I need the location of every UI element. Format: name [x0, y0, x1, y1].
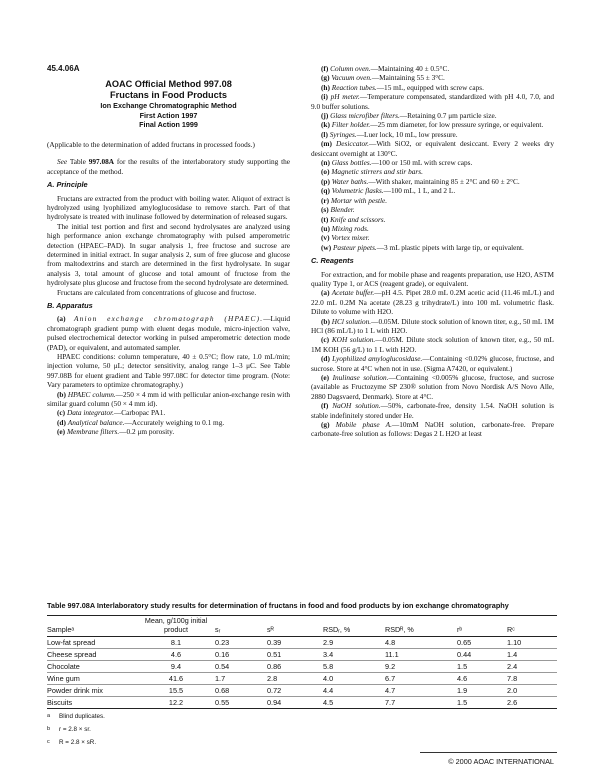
item-label: (i)	[321, 92, 328, 102]
apparatus-item-16	[311, 233, 554, 242]
footer-rule	[420, 752, 557, 753]
reagent-item-0	[311, 288, 554, 316]
table-cell: Biscuits	[47, 697, 137, 709]
item-label: (d)	[57, 417, 66, 427]
item-name: Membrane filters.	[66, 427, 120, 437]
table-cell: 0.55	[215, 697, 267, 709]
table-cell: 2.8	[267, 673, 323, 685]
table-row	[47, 697, 557, 709]
left-column	[47, 64, 290, 437]
apparatus-item-12	[311, 196, 554, 205]
reagent-item-2	[311, 335, 554, 354]
table-ref-link[interactable]: 997.08A	[88, 157, 115, 167]
item-name: HCl solution.	[331, 316, 372, 326]
item-label: (f)	[321, 64, 329, 73]
item-name: Glass microfiber filters.	[330, 111, 400, 121]
table-cell: Low-fat spread	[47, 637, 137, 649]
table-cell: 1.4	[507, 649, 557, 661]
principle-paragraph-2: The initial test portion and first and second hydrolysates are analyzed using high performance anion exchange chromatography with pulsed amperometric detection (HPAEC–PAD). In sugar analysis 1, free fructose and sucrose are determined in initial extract. In sugar analysis 2, sum of free glucose and glucose from maltodextrins and starch are determined in the first hydrolysate. In sugar analysis 3, total amount of glucose and total amount of fructose from the hydrolysate plus glucose and fructose from the second hydrolysate are determined.	[47, 221, 290, 288]
table-footnote	[47, 724, 557, 735]
method-subject: Fructans in Food Products	[110, 90, 227, 101]
reagent-item-5	[311, 401, 554, 420]
item-name: Mixing rods.	[331, 223, 369, 233]
item-text: —0.2 μm porosity.	[119, 427, 175, 437]
item-label: (u)	[321, 223, 330, 233]
table-cell: 0.44	[457, 649, 507, 661]
reagents-intro: For extraction, and for mobile phase and reagents preparation, use H2O, ASTM quality Type 1, or ACS (reagent grade), or equivalent.	[311, 269, 554, 288]
item-text: —Carbopac PA1.	[113, 408, 166, 418]
item-label: (n)	[321, 158, 330, 168]
reagents-heading: C. Reagents	[311, 256, 354, 266]
table-cell: 4.0	[323, 673, 385, 685]
table-footnotes	[47, 711, 557, 748]
item-label: (r)	[321, 195, 330, 205]
table-cell: 3.4	[323, 649, 385, 661]
table-cell: 0.68	[215, 685, 267, 697]
table-cell: 1.10	[507, 637, 557, 649]
item-name: Vortex mixer.	[331, 233, 370, 243]
item-text: —pH 4.5. Pipet 28.0 mL 0.2M acetic acid (11.46 mL/L) and 22.0 mL 0.2M Na acetate (28.23 g trihydrate/L) into 100 mL volumetric flask. Dilute to volume with H2O.	[311, 288, 554, 317]
table-cell: Chocolate	[47, 661, 137, 673]
table-cell: 4.7	[385, 685, 457, 697]
item-name: Vacuum oven.	[331, 73, 372, 83]
table-cell: 1.5	[457, 661, 507, 673]
table-header-row	[47, 616, 557, 637]
principle-paragraph-1: Fructans are extracted from the product with boiling water. Aliquot of extract is hydrolyzed using lyophilized amyloglucosidase to remove starch. Part of that hydrolysate is treated with inulinase followed by determination of released sugars.	[47, 193, 290, 222]
footnote-text: Blind duplicates.	[59, 713, 105, 720]
item-name: NaOH solution.	[332, 401, 381, 411]
item-text: —With SiO2, or equivalent desiccant. Every 2 weeks dry desiccant overnight at 130°C.	[311, 139, 554, 158]
item-label: (e)	[57, 427, 66, 437]
item-name: Acetate buffer.	[331, 288, 375, 298]
item-name: Mobile phase A.	[335, 420, 392, 430]
reagent-list	[311, 288, 554, 439]
table-cell: Powder drink mix	[47, 685, 137, 697]
item-label: (k)	[321, 120, 330, 130]
table-cell: 0.65	[457, 637, 507, 649]
item-label: (c)	[57, 408, 66, 418]
item-name: Water baths.	[331, 176, 369, 186]
table-cell: 2.0	[507, 685, 557, 697]
item-text: —50%, carbonate-free, density 1.54. NaOH solution is stable indefinitely stored under He.	[311, 401, 555, 420]
item-name: Blender.	[330, 205, 355, 215]
hpaec-conditions: HPAEC conditions: column temperature, 40 ± 0.5°C; flow rate, 1.0 mL/min; injection volume, 50 μL; detector sensitivity, analog range 1–3 μC. See Table 997.08B for eluent gradient and Table 997.08C for detector time program. (Note: Vary parameters to optimize chromatography.)	[47, 352, 290, 390]
item-text: —Luer lock, 10 mL, low pressure.	[356, 129, 458, 139]
table-cell: 0.72	[267, 685, 323, 697]
apparatus-item-17	[311, 243, 554, 252]
footnote-mark: b	[47, 726, 51, 732]
table-cell: Wine gum	[47, 673, 137, 685]
table-footnote	[47, 711, 557, 722]
item-text: —0.05M. Dilute stock solution of known titer, e.g., 50 mL 1M HCl (86 mL/L) to 1 L with H2O.	[311, 316, 555, 335]
table-footnote	[47, 737, 557, 748]
apparatus-item-2	[311, 83, 554, 92]
item-name: Lyophilized amyloglucosidase.	[332, 354, 423, 364]
item-text: —Containing <0.02% glucose, fructose, and sucrose. Store at 4°C when not in use. (Sigma A7420, or equivalent.)	[311, 354, 554, 373]
item-text: —100 mL, 1 L, and 2 L.	[383, 186, 456, 196]
table-cell: 0.16	[215, 649, 267, 661]
apparatus-item-0	[311, 64, 554, 73]
table-row	[47, 673, 557, 685]
table-cell: 0.51	[267, 649, 323, 661]
item-text: —Liquid chromatograph gradient pump with eluent degas module, micro-injection valve, pulsed electrochemical detector working in pulsed amperometric detection mode (PAD), or equivalent, and automated sampler.	[47, 314, 291, 352]
item-label: (p)	[321, 176, 330, 186]
results-table-section	[47, 601, 557, 748]
reagent-item-4	[311, 373, 554, 401]
table-cell: 4.4	[323, 685, 385, 697]
item-text: —Retaining 0.7 μm particle size.	[399, 111, 497, 121]
table-word: Table	[69, 157, 86, 167]
item-text: —Temperature compensated, standardized with pH 4.0, 7.0, and 9.0 buffer solutions.	[311, 92, 555, 111]
method-technique: Ion Exchange Chromatographic Method	[100, 101, 237, 111]
table-cell: 0.54	[215, 661, 267, 673]
table-row	[47, 637, 557, 649]
apparatus-item-13	[311, 205, 554, 214]
item-label: (q)	[321, 186, 330, 196]
apparatus-item-1	[311, 73, 554, 82]
item-name: Mortar with pestle.	[330, 195, 388, 205]
table-cell: 2.4	[507, 661, 557, 673]
column-header: Mean, g/100g initial product	[137, 616, 215, 637]
apparatus-item-15	[311, 224, 554, 233]
apparatus-heading: B. Apparatus	[47, 301, 93, 310]
column-header: sᴿ	[267, 616, 323, 637]
item-label: (g)	[321, 73, 330, 83]
apparatus-item-14	[311, 215, 554, 224]
item-label: (j)	[321, 111, 329, 121]
table-cell: 0.94	[267, 697, 323, 709]
apparatus-item-6	[311, 130, 554, 139]
item-label: (f)	[321, 401, 329, 411]
table-cell: 9.4	[137, 661, 215, 673]
table-cell: 7.7	[385, 697, 457, 709]
item-text: —Maintaining 55 ± 3°C.	[371, 73, 445, 83]
item-label: (h)	[321, 82, 330, 92]
item-text: —15 mL, equipped with screw caps.	[376, 82, 484, 92]
footnote-mark: c	[47, 739, 50, 745]
item-label: (b)	[321, 316, 330, 326]
item-name: Analytical balance.	[67, 417, 125, 427]
table-cell: 11.1	[385, 649, 457, 661]
table-cell: 4.6	[457, 673, 507, 685]
first-action: First Action 1997	[139, 110, 198, 120]
table-cell: 4.8	[385, 637, 457, 649]
item-name: pH meter.	[330, 92, 360, 102]
principle-paragraph-3: Fructans are calculated from concentrations of glucose and fructose.	[57, 287, 257, 297]
table-cell: 1.7	[215, 673, 267, 685]
table-cell: 9.2	[385, 661, 457, 673]
item-name: Magnetic stirrers and stir bars.	[331, 167, 423, 177]
table-cell: 8.1	[137, 637, 215, 649]
table-cell: 0.86	[267, 661, 323, 673]
footnote-text: R = 2.8 × sR.	[59, 739, 97, 746]
table-row	[47, 685, 557, 697]
table-body	[47, 637, 557, 709]
item-name: Glass bottles.	[331, 158, 372, 168]
column-header: Sampleᵃ	[47, 616, 137, 637]
column-header: rᵇ	[457, 616, 507, 637]
item-text: —3 mL plastic pipets with large tip, or equivalent.	[376, 242, 524, 252]
item-label: (m)	[321, 139, 332, 149]
item-name: Volumetric flasks.	[331, 186, 384, 196]
apparatus-item-5	[311, 120, 554, 129]
table-row	[47, 649, 557, 661]
item-label: (v)	[321, 233, 330, 243]
table-cell: 1.9	[457, 685, 507, 697]
column-header: RSDᴿ, %	[385, 616, 457, 637]
table-cell: 1.5	[457, 697, 507, 709]
see-table-text: for the results of the interlaboratory study supporting the acceptance of the method.	[47, 157, 290, 176]
table-cell: 12.2	[137, 697, 215, 709]
table-cell: 0.23	[215, 637, 267, 649]
see-word: See	[57, 157, 68, 167]
item-label: (a)	[321, 288, 330, 298]
table-caption: Table 997.08A Interlaboratory study results for determination of fructans in food and food products by ion exchange chromatography	[47, 601, 509, 610]
item-name: KOH solution.	[331, 335, 376, 345]
item-name: Pasteur pipets.	[332, 242, 377, 252]
item-label: (l)	[321, 129, 328, 139]
reagent-item-3	[311, 354, 554, 373]
item-label: (s)	[321, 205, 329, 215]
reagent-item-1	[311, 317, 554, 336]
table-cell: 4.6	[137, 649, 215, 661]
results-table	[47, 615, 557, 709]
method-title-block	[47, 79, 290, 130]
copyright-footer: © 2000 AOAC INTERNATIONAL	[448, 757, 554, 766]
item-text: —Maintaining 40 ± 0.5°C.	[370, 64, 450, 73]
table-cell: 41.6	[137, 673, 215, 685]
apparatus-item-7	[311, 139, 554, 158]
apparatus-item-b	[47, 390, 290, 409]
item-label: (g)	[321, 420, 330, 430]
item-label: (w)	[321, 242, 332, 252]
item-text: —Accurately weighing to 0.1 mg.	[124, 417, 225, 427]
item-name: Filter holder.	[331, 120, 371, 130]
table-cell: 15.5	[137, 685, 215, 697]
method-title: AOAC Official Method 997.08	[105, 79, 232, 90]
apparatus-item-4	[311, 111, 554, 120]
applicability-note: (Applicable to the determination of added fructans in processed foods.)	[47, 139, 255, 149]
item-name: Knife and scissors.	[330, 214, 386, 224]
column-header: Rᶜ	[507, 616, 557, 637]
table-cell: 7.8	[507, 673, 557, 685]
item-name: Inulinase solution.	[332, 373, 389, 382]
table-cell: 5.8	[323, 661, 385, 673]
item-label: (a)	[57, 314, 66, 324]
item-name: Data integrator.	[66, 408, 114, 418]
apparatus-list-continued	[311, 64, 554, 252]
final-action: Final Action 1999	[139, 120, 198, 130]
table-cell: Cheese spread	[47, 649, 137, 661]
table-cell: 6.7	[385, 673, 457, 685]
table-cell: 2.9	[323, 637, 385, 649]
table-cell: 0.39	[267, 637, 323, 649]
table-cell: 2.6	[507, 697, 557, 709]
column-header: RSDᵣ, %	[323, 616, 385, 637]
item-text: —25 mm diameter, for low pressure syringe, or equivalent.	[370, 120, 544, 130]
item-label: (o)	[321, 167, 330, 177]
footnote-mark: a	[47, 713, 51, 719]
item-text: —Containing <0.005% glucose, fructose, and sucrose (available as Fructozyme SP 230® solution from Novo Nordisk A/S Novo Alle, 2880 Dagsvaerd, Denmark). Store at 4°C.	[311, 373, 554, 401]
item-name: Syringes.	[329, 129, 357, 139]
item-text: —0.05M. Dilute stock solution of known titer, e.g., 50 mL 1M KOH (56 g/L) to 1 L with H2O.	[311, 335, 555, 354]
column-header: sᵣ	[215, 616, 267, 637]
footnote-text: r = 2.8 × sr.	[59, 726, 91, 733]
item-label: (t)	[321, 214, 329, 224]
apparatus-item-3	[311, 92, 554, 111]
item-name: Desiccator.	[335, 139, 370, 149]
item-text: —250 × 4 mm id with pellicular anion-exchange resin with similar guard column (50 × 4 mm id).	[47, 389, 290, 409]
item-text: —With shaker, maintaining 85 ± 2°C and 60 ± 2°C.	[368, 176, 520, 186]
apparatus-item-11	[311, 186, 554, 195]
item-name: Column oven.	[330, 64, 371, 73]
item-label: (b)	[57, 389, 66, 399]
reagent-item-6	[311, 420, 554, 439]
item-name: HPAEC column.	[67, 389, 116, 399]
apparatus-item-10	[311, 177, 554, 186]
apparatus-item-8	[311, 158, 554, 167]
table-row	[47, 661, 557, 673]
apparatus-item-c	[47, 408, 290, 417]
apparatus-item-a	[47, 314, 290, 352]
apparatus-item-d	[47, 418, 290, 427]
item-name: Reaction tubes.	[331, 82, 377, 92]
apparatus-item-9	[311, 167, 554, 176]
item-text: —100 or 150 mL with screw caps.	[371, 158, 473, 168]
item-label: (e)	[321, 373, 330, 382]
item-label: (c)	[321, 335, 330, 345]
item-text: —10mM NaOH solution, carbonate-free. Prepare carbonate-free solution as follows: Degas 2 L H2O at least	[311, 420, 554, 439]
right-column	[311, 64, 554, 439]
apparatus-item-e	[47, 427, 290, 436]
item-label: (d)	[321, 354, 330, 364]
item-name: Anion exchange chromatograph (HPAEC).	[74, 314, 264, 324]
table-cell: 4.5	[323, 697, 385, 709]
principle-heading: A. Principle	[47, 180, 88, 190]
see-table-note	[47, 157, 290, 176]
section-number: 45.4.06A	[47, 64, 80, 73]
